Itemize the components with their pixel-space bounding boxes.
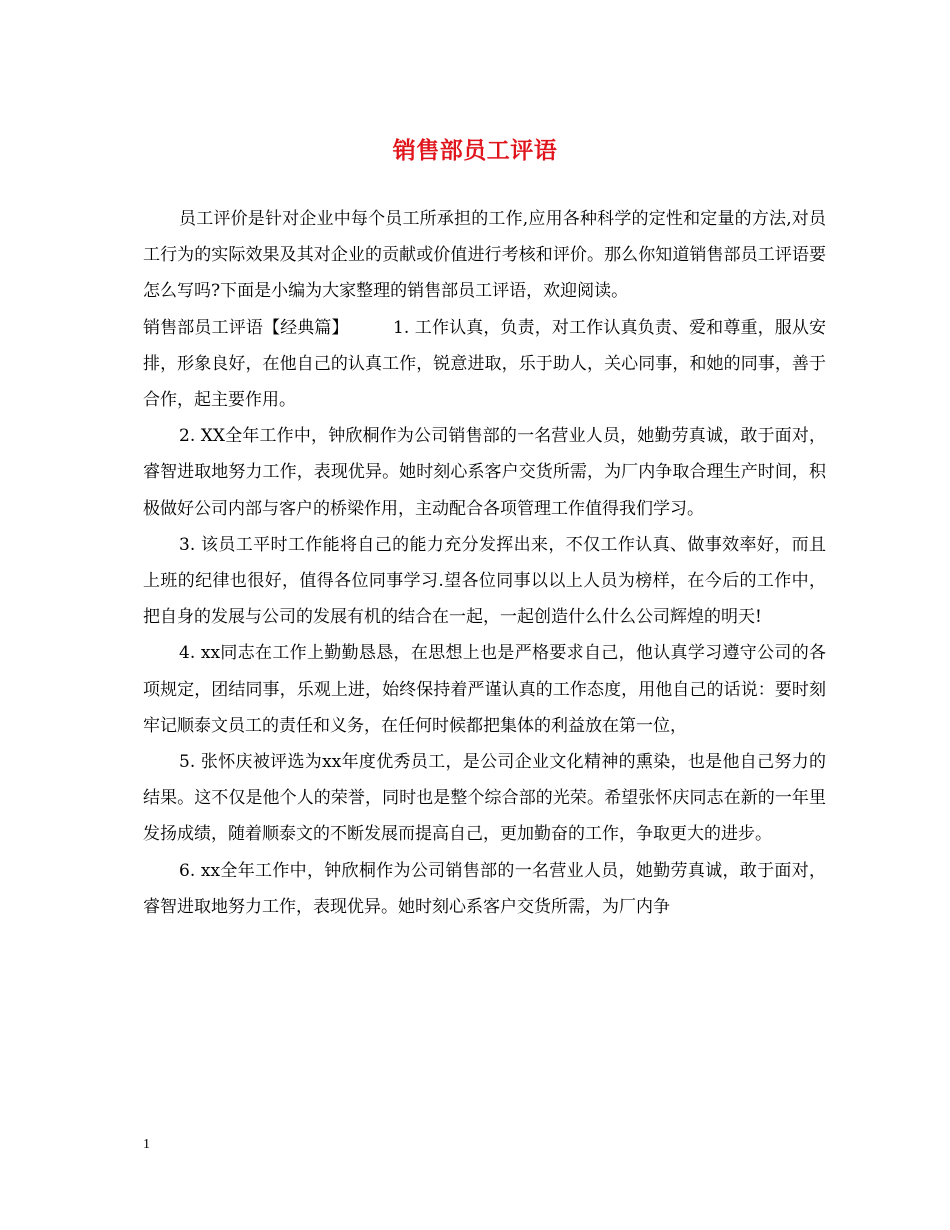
page-number: 1 [143, 1137, 150, 1152]
list-item-6: 6. xx全年工作中，钟欣桐作为公司销售部的一名营业人员，她勤劳真诚，敢于面对，睿智进取地努力工作，表现优异。她时刻心系客户交货所需，为厂内争 [143, 860, 826, 917]
section-heading: 销售部员工评语【经典篇】 [143, 317, 349, 338]
list-item-4: 4. xx同志在工作上勤勤恳恳，在思想上也是严格要求自己，他认真学习遵守公司的各项规定，团结同事，乐观上进，始终保持着严谨认真的工作态度，用他自己的话说：要时刻牢记顺泰文员工的责任和义务，在任何时候都把集体的利益放在第一位， [143, 643, 826, 736]
heading-spacer [349, 318, 393, 338]
document-title: 销售部员工评语 [392, 137, 558, 164]
list-item-5: 5. 张怀庆被评选为xx年度优秀员工，是公司企业文化精神的熏染，也是他自己努力的结果。这不仅是他个人的荣誉，同时也是整个综合部的光荣。希望张怀庆同志在新的一年里发扬成绩，随着顺泰文的不断发展而提高自己，更加勤奋的工作，争取更大的进步。 [143, 752, 826, 845]
list-item-2: 2. XX全年工作中，钟欣桐作为公司销售部的一名营业人员，她勤劳真诚，敢于面对，睿智进取地努力工作，表现优异。她时刻心系客户交货所需，为厂内争取合理生产时间，积极做好公司内部与客户的桥梁作用，主动配合各项管理工作值得我们学习。 [143, 426, 826, 519]
list-item-3: 3. 该员工平时工作能将自己的能力充分发挥出来，不仅工作认真、做事效率好，而且上班的纪律也很好，值得各位同事学习.望各位同事以以上人员为榜样，在今后的工作中，把自身的发展与公司的发展有机的结合在一起，一起创造什么什么公司辉煌的明天! [143, 534, 826, 628]
intro-paragraph: 员工评价是针对企业中每个员工所承担的工作,应用各种科学的定性和定量的方法,对员工行为的实际效果及其对企业的贡献或价值进行考核和评价。那么你知道销售部员工评语要怎么写吗?下面是小编为大家整理的销售部员工评语，欢迎阅读。 [143, 209, 826, 302]
list-item-1: 1. 工作认真，负责，对工作认真负责、爱和尊重，服从安排，形象良好，在他自己的认真工作，锐意进取，乐于助人，关心同事，和她的同事，善于合作，起主要作用。 [143, 317, 827, 411]
classic-section-paragraph [143, 310, 826, 419]
document-body [143, 201, 826, 925]
